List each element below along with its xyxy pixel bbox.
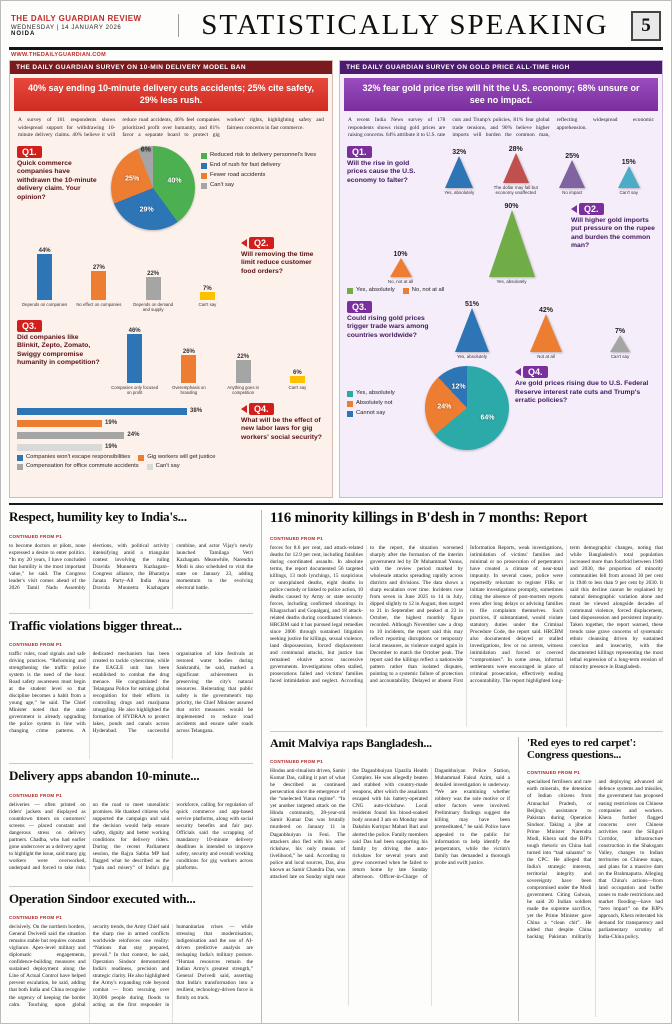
pie-value-label: 24% — [437, 403, 452, 411]
cone-category-label: Can't say — [610, 353, 630, 359]
q2-question: Will removing the time limit reduce customer food orders? — [241, 250, 314, 275]
legend-label: Gig workers will get justice — [147, 453, 216, 460]
legend-swatch — [347, 401, 353, 407]
q3-tag: Q3. — [17, 320, 42, 332]
legend-swatch — [347, 288, 353, 294]
cone-category-label: Yes, absolutely — [456, 353, 488, 359]
bar-value-label: 19% — [105, 420, 118, 427]
q3-chart-area — [437, 301, 655, 359]
legend-label: End of rush for fast delivery — [210, 161, 281, 168]
cone-value-label: 90% — [504, 202, 519, 210]
survey-gold-banner: THE DAILY GUARDIAN SURVEY ON GOLD PRICE ALL-TIME HIGH — [340, 61, 662, 74]
article-headline: 116 minority killings in B'desh in 7 months: Report — [270, 510, 588, 526]
bar — [200, 292, 215, 299]
q2-tag: Q2. — [579, 203, 604, 215]
legend-item — [201, 162, 325, 169]
bar — [181, 355, 196, 382]
q2-header — [241, 237, 325, 276]
legend-label: Compensation for office commute accidents — [26, 462, 139, 469]
survey-left-q3 — [10, 317, 332, 400]
legend-label: No, not at all — [411, 286, 445, 293]
cone-column — [347, 251, 454, 284]
masthead-left — [11, 14, 179, 37]
bar-value-label: 22% — [147, 270, 160, 277]
legend-item — [138, 454, 215, 461]
survey-right-q4 — [340, 363, 662, 454]
bar-column — [111, 320, 158, 396]
bar — [17, 444, 102, 451]
cone-value-label: 32% — [452, 149, 467, 157]
cone-shape — [390, 258, 412, 277]
bar-column — [184, 237, 231, 313]
cone-category-label: Yes, absolutely — [444, 190, 475, 196]
survey-left-q4 — [10, 400, 332, 474]
bar-category-label: Anything goes in competition — [227, 384, 260, 395]
pie-value-label: 40% — [167, 177, 182, 185]
cone-shape — [559, 160, 585, 188]
cone-column — [511, 307, 581, 359]
article-headline: Delivery apps abandon 10-minute... — [9, 768, 200, 784]
q3-header — [347, 301, 431, 340]
q4-header — [515, 366, 655, 405]
cone-value-label: 51% — [464, 300, 479, 308]
bar-category-label: Can't say — [198, 301, 217, 307]
bar — [236, 360, 251, 383]
q4-tag: Q4. — [523, 366, 548, 378]
bar — [17, 408, 187, 415]
article-body: forces for 8.6 per cent, and attack-related deaths for 12.9 per cent, including fatalities during coordinated assaults. In absolute terms, the report documented 56 targeted killings, 13 mob lynchings, 15 suspicious or unexplained deaths, eight deaths in police custody or linked to police action, 10 deaths caused by Army or state security forces, including confirmed shootings in Khagrachari and Gopalganj, and 18 attack-related deaths during coordinated violence. HRCBM said it has pursued legal remedies since 2006 through sustained litigation seeking justice for killings, sexual violence, land dispossession, forced displacement and communal attacks, but justice has remained elusive across successive governments. Investigations often stalled, prosecutions failed and victims' families faced intimidation and neglect. According to the report, the situation worsened sharply after the formation of the interim government led by Dr Muhammad Yunus, with the review period marked by wholesale attacks spreading rapidly across districts and divisions. The data shows a sharp escalation over time. Incidents rose from seven in June 2025 to 14 in July, dipped slightly to 12 in August, then surged to 21 in September and peaked at 23 in October, the highest monthly figure recorded. Although November saw a drop to 10 incidents, the report said this may reflect reporting disruptions or temporary local measures, as violence surged again in December to match the October peak. The report said the killings reflect a nationwide pattern rather than isolated disputes, pointing to a systemic failure of protection and accountability. Delayed or absent First Information Reports, weak investigations, intimidation of victims' families and minimal or no prosecution of perpetrators have created a climate of near-total impunity. In several cases, police were reportedly reluctant to register FIRs or initiate investigations promptly, sometimes citing the absence of post-mortem reports even after long delays or advising families to file complaints themselves. Such practices, if substantiated, would violate statutory duties under the Criminal Procedure Code, the report said. HRCBM also documented delayed or stalled investigations, few or no arrests, witness intimidation and forced or coerced “compromises”. In some areas, informal settlements were encouraged in place of criminal prosecution, effectively ending accountability. The report highlighted long-term demographic changes, noting that while Bangladesh's total population increased more than fourfold between 1946 and 2030, the proportion of minority communities fell from around 30 per cent in 1946 to less than 9 per cent by 2030. It said this decline cannot be explained by natural demographic variation alone and must be viewed alongside decades of communal violence, forced displacement, land dispossession and persistent impunity. Taken together, the report warned, these trends raise grave concerns of systematic ethnic cleansing driven by sustained coercion and insecurity, with the documented killings representing the most lethal expression of a long-term erosion of minority presence in Bangladesh. — [270, 544, 663, 685]
q4-question: Are gold prices rising due to U.S. Federal Reserve interest rate cuts and Trump's erratic policies? — [515, 380, 649, 405]
cone-shape — [489, 210, 535, 277]
bar-value-label: 26% — [182, 349, 195, 356]
q3-bar-chart — [107, 320, 325, 396]
continued-tag: CONTINUED FROM P1 — [270, 759, 324, 765]
bar-category-label: Can't say — [288, 384, 307, 390]
legend-label: Companies won't escape responsibilities — [26, 453, 131, 460]
cone-category-label: Not at all — [537, 353, 555, 359]
survey-gold-intro: A recent India News survey of 178 respondents shows rising gold prices are raising concerns. 64% attribute it to U.S. rate cuts and Trump's policies, 81% fear global trade tensions, and 90% believe higher imports will burden the common man, reflecting widespread economic apprehension. — [348, 117, 654, 138]
legend-swatch — [201, 173, 207, 179]
cone-shape — [530, 314, 562, 352]
legend-item — [147, 463, 180, 470]
q1-tag: Q1. — [347, 146, 372, 158]
bar-value-label: 44% — [38, 247, 51, 254]
q2-header — [571, 203, 655, 251]
legend-item — [347, 400, 419, 407]
survey-left-q2 — [10, 234, 332, 317]
bar-value-label: 24% — [127, 432, 140, 439]
survey-delivery-intro: A survey of 161 respondents shows widespread support for withdrawing 10-minute delivery claims. 40% believe it will reduce road accidents, 46% feel companies prioritized profit over humanity, and 81% favor a separate board to protect gig workers' rights, highlighting safety and fairness concerns in fast commerce. — [18, 117, 324, 138]
cone-category-label: No impact — [562, 190, 583, 196]
cone-column — [437, 301, 507, 359]
cone-value-label: 25% — [565, 153, 580, 161]
cone-column — [603, 159, 656, 195]
article-operation-sindoor — [9, 892, 253, 1024]
legend-label: Reduced risk to delivery personnel's lives — [210, 151, 317, 158]
article-red-carpet-congress — [518, 737, 663, 1022]
cone-value-label: 42% — [538, 306, 553, 314]
cone-shape — [503, 153, 529, 183]
bar-column — [274, 320, 321, 396]
continued-tag: CONTINUED FROM P1 — [527, 770, 581, 776]
article-headline: Respect, humility key to India's... — [9, 509, 187, 524]
arrow-left-icon — [515, 368, 521, 376]
pie-value-label: 29% — [139, 206, 154, 214]
q2-legend — [347, 284, 565, 294]
cone-category-label: Yes, absolutely — [496, 278, 527, 284]
paper-date: WEDNESDAY | 14 JANUARY 2026 — [11, 25, 122, 31]
legend-label: Can't say — [155, 462, 180, 469]
q2-chart-area — [347, 203, 565, 294]
articles-left-column — [9, 510, 253, 1024]
legend-swatch — [201, 153, 207, 159]
legend-item — [17, 463, 139, 470]
article-body: specialised fertilisers and rare earth minerals, the detention of Indian citizens from Arunachal Pradesh, or Beijing's assistance to Pakistan during Operation Sindoor. Taking a jibe at Prime Minister Narendra Modi, Khera said the BJP's tough rhetoric on China had turned into “taal salaams” to the CPC. He alleged that India's strategic interests, territorial integrity and sovereignty have been compromised under the Modi government. Citing Galwan, he said 20 Indian soldiers made the supreme sacrifice, yet the Prime Minister gave China a “clean chit”. He added that despite China backing Pakistan militarily and deploying advanced air defence systems and missiles, the government has proposed easing restrictions on Chinese companies and workers. Khera further flagged concerns over Chinese activities near the Siliguri Corridor, infrastructure construction in the Shaksgam Valley, changes to Indian territories on Chinese maps, and plans for a massive dam on the Brahmaputra. Alleging that China's actions—from land occupation and buffer zones to trade restrictions and market flooding—have had “zero impact” on the BJP's approach, Khera reiterated his demand for transparency and parliamentary scrutiny of India-China policy. — [527, 779, 663, 941]
pie-value-label: 25% — [125, 175, 140, 183]
bar-column — [130, 237, 177, 313]
bar-value-label: 27% — [92, 265, 105, 272]
legend-swatch — [17, 464, 23, 470]
cone-category-label: No, not at all — [387, 278, 414, 284]
legend-swatch — [201, 183, 207, 189]
continued-tag: CONTINUED FROM P1 — [9, 642, 63, 648]
legend-swatch — [17, 455, 23, 461]
pie-value-label: 6% — [140, 146, 151, 154]
website-url: WWW.THEDAILYGUARDIAN.COM — [11, 52, 106, 58]
q4-pie-chart — [425, 366, 509, 450]
cone-category-label: Can't say — [619, 190, 639, 196]
cone-shape — [445, 156, 473, 188]
article-delivery-apps — [9, 769, 253, 887]
arrow-left-icon — [241, 239, 247, 247]
q4-legend — [347, 366, 419, 417]
pie-value-label: 64% — [480, 414, 495, 422]
bar — [37, 254, 52, 300]
cone-value-label: 28% — [508, 145, 523, 153]
legend-swatch — [138, 455, 144, 461]
article-minority-killings — [270, 510, 663, 732]
legend-label: Absolutely not — [356, 400, 393, 407]
q4-hbar-chart — [17, 403, 235, 451]
bar-value-label: 7% — [203, 286, 212, 293]
masthead — [1, 1, 671, 45]
bar-category-label: Companies only focused on profit — [111, 384, 159, 395]
survey-right-q2 — [340, 200, 662, 298]
bar-row — [17, 408, 235, 415]
bar-row — [17, 444, 235, 451]
cone-value-label: 7% — [614, 327, 626, 335]
legend-label: Yes, absolutely — [356, 286, 395, 293]
bar — [91, 271, 106, 299]
continued-tag: CONTINUED FROM P1 — [9, 533, 63, 539]
survey-delivery-headline: 40% say ending 10-minute delivery cuts accidents; 25% cite safety, 29% less rush. — [14, 78, 328, 111]
cone-shape — [618, 166, 640, 188]
bar-value-label: 46% — [128, 328, 141, 335]
bar — [17, 432, 124, 439]
q3-tag: Q3. — [347, 301, 372, 313]
q4-question: What will be the effect of new labor laws for gig workers' social security? — [241, 416, 322, 441]
q4-chart-area — [17, 403, 235, 470]
legend-label: Can't say — [210, 181, 234, 188]
q3-header — [17, 320, 101, 368]
article-body: deliveries — often printed on riders' jackets and displayed as countdown timers on customers' screens — placed constant and dangerous stress on delivery partners. Chadha, who had earlier gone undercover as a delivery agent to highlight the issue, said many gig workers were overworked, underpaid and forced to take risks on the road to meet unrealistic promises. He thanked citizens who supported the campaign and said the decision would help ensure safety, dignity and better working conditions for delivery riders. During the recent Parliament session, the Rajya Sabha MP had flagged what he described as the “pain and misery” of India's gig workforce, calling for regulation of quick commerce and app-based service platforms, along with social security benefits and fair pay. Officials said the scrapping of mandatory 10-minute delivery deadlines is intended to improve safety, security and overall working conditions for gig workers across platforms. — [9, 801, 253, 871]
q2-cone-chart — [347, 203, 565, 284]
q2-question: Will higher gold imports put pressure on the rupee and burden the common man? — [571, 216, 655, 249]
q3-cone-chart — [437, 301, 655, 359]
bar-column — [21, 237, 68, 313]
survey-left-q1 — [10, 143, 332, 234]
cone-value-label: 10% — [393, 250, 408, 258]
q1-chart-area — [433, 146, 655, 196]
continued-tag: CONTINUED FROM P1 — [9, 792, 63, 798]
articles-right-column — [261, 510, 663, 1024]
bar-value-label: 6% — [293, 370, 302, 377]
bar-column — [165, 320, 212, 396]
articles-bottom-row — [270, 737, 663, 1024]
cone-column — [546, 153, 599, 195]
legend-item — [347, 410, 419, 417]
legend-label: Yes, absolutely — [356, 390, 395, 397]
cone-column — [585, 328, 655, 359]
bar-row — [17, 420, 235, 427]
q1-header — [347, 146, 427, 185]
legend-label: Cannot say — [356, 410, 386, 417]
continued-tag: CONTINUED FROM P1 — [270, 535, 324, 541]
arrow-left-icon — [241, 405, 247, 413]
q2-chart-area — [17, 237, 235, 313]
survey-section — [1, 60, 671, 498]
article-body: decisively. On the northern borders, General Dwivedi said the situation remains stable but requires constant vigilance. Apex-level military and diplomatic engagements, confidence-building measures and sustained deployment along the Line of Actual Control have helped prevent escalation, he said, adding that both India and China recognise the urgency of keeping the border calm. Touching upon global security trends, the Army Chief said the sharp rise in armed conflicts worldwide reinforces one reality: “Nations that stay prepared, prevail.” In that context, he said, Operation Sindoor demonstrated India's readiness, precision and strategic clarity. He also highlighted the Army's expanding role beyond combat — from rescuing over 30,000 people during floods to acting as the first responder in humanitarian crises — while stressing that modernisation, indigenisation and the use of AI-driven predictive analysis are reshaping India's military posture. “Human resources remain the Indian Army's greatest strength,” General Dwivedi said, asserting that India's transformation into a resilient, technology-driven force is firmly on track. — [9, 924, 253, 1008]
bar-category-label: Depends on demand and supply — [133, 301, 174, 312]
cone-column — [433, 149, 486, 195]
page-title: STATISTICALLY SPEAKING — [201, 9, 609, 41]
q1-pie-chart — [111, 146, 195, 230]
article-headline: Amit Malviya raps Bangladesh... — [270, 735, 432, 750]
article-traffic-violations — [9, 619, 253, 765]
cone-column — [490, 146, 543, 196]
article-headline: 'Red eyes to red carpet': Congress questions... — [527, 736, 637, 762]
article-headline: Traffic violations bigger threat... — [9, 617, 182, 633]
article-respect-humility — [9, 510, 253, 614]
article-body: Hindus anti-ritualism driven, Samir Kumar Das, calling it part of what he described as continued persecution since the emergence of the “unelected Yunus regime”. “In yet another targeted attack on the Hindu community, 28-year-old Samir Kumar Das was brutally murdered on January 11 in Daganbhuiyan in Feni. The attackers also fled with his auto-rickshaw, his only means of livelihood,” he said. According to police and local sources, Das, also known as Samir Chandra Das, was attacked late on Sunday night near the Daganbhuiyan Upazila Health Complex. He was allegedly beaten and stabbed with country-made weapons, after which the assailants escaped with his battery-operated CNG auto-rickshaw. Local residents found his blood-soaked body around 3 am on Monday near Dakshin Kurirpur Mahuri Bari and alerted the police. Family members said Das had been supporting his family by driving the auto-rickshaw for several years and grew concerned when he failed to return home by late Sunday afternoon. Officer-in-Charge of Daganbhuiyan Police Station, Muhammad Faisul Azim, said a detailed investigation is underway. “We are examining whether robbery was the sole motive or if other factors were involved. Preliminary findings suggest the killing may have been premeditated,” he said. Police have appealed to the public for information to help identify the perpetrators, while the victim's family has demanded a thorough probe and swift justice. — [270, 768, 510, 880]
bar — [146, 277, 161, 300]
continued-tag: CONTINUED FROM P1 — [9, 915, 63, 921]
article-body: to become doctors or pilots, none expressed a desire to enter politics. “In my 20 years, I have concluded that humility is the most important value,” he said. The Congress leader's visit comes ahead of the 2026 Tamil Nadu Assembly elections, with political activity intensifying amid a triangular contest involving the ruling Dravida Munnetra Kazhagam–Congress alliance, the Bharatiya Janata Party–All India Anna Dravida Munnetra Kazhagam combine, and actor Vijay's newly launched Tamilaga Vetri Kazhagam. Meanwhile, Narendra Modi is also scheduled to visit the state on January 23, adding momentum to the evolving electoral battle. — [9, 542, 253, 591]
bar-value-label: 38% — [190, 408, 203, 415]
q4-tag: Q4. — [249, 403, 274, 415]
articles-section — [1, 505, 671, 1024]
q1-cone-chart — [433, 146, 655, 196]
survey-right-q3 — [340, 298, 662, 363]
bar-category-label: Overemphasis on branding — [172, 384, 206, 395]
legend-swatch — [347, 391, 353, 397]
legend-item — [403, 287, 445, 294]
cone-shape — [610, 335, 630, 352]
arrow-left-icon — [571, 205, 577, 213]
page-number: 5 — [631, 11, 661, 41]
bar — [127, 334, 142, 382]
legend-item — [347, 287, 395, 294]
article-amit-malviya — [270, 737, 510, 1022]
q4-header — [241, 403, 325, 442]
paper-name: THE DAILY GUARDIAN REVIEW — [11, 14, 142, 23]
bar-value-label: 19% — [105, 444, 118, 451]
article-headline: Operation Sindoor executed with... — [9, 890, 196, 906]
paper-city: NOIDA — [11, 31, 36, 37]
legend-item — [201, 182, 325, 189]
bar-category-label: Depends on companies — [22, 301, 68, 307]
q3-chart-area — [107, 320, 325, 396]
q3-question: Could rising gold prices trigger trade wars among countries worldwide? — [347, 314, 429, 339]
q1-tag: Q1. — [17, 146, 42, 158]
legend-item — [17, 454, 130, 461]
q1-question: Will the rise in gold prices cause the U.S. economy to falter? — [347, 159, 416, 184]
legend-item — [347, 390, 419, 397]
legend-swatch — [347, 411, 353, 417]
bar-row — [17, 432, 235, 439]
legend-swatch — [201, 163, 207, 169]
legend-swatch — [147, 464, 153, 470]
q1-question: Quick commerce companies have withdrawn the 10-minute delivery claim. Your opinion? — [17, 159, 97, 201]
survey-gold-panel — [339, 60, 663, 498]
cone-value-label: 15% — [621, 159, 636, 167]
q1-header — [17, 146, 105, 202]
cone-category-label: The dollar may fall but economy unaffected — [493, 184, 538, 196]
bar-value-label: 22% — [237, 353, 250, 360]
legend-item — [201, 172, 325, 179]
survey-right-q1 — [340, 143, 662, 200]
article-body: traffic rules, road signals and safe driving practices. “Reforming and strengthening the traffic police system is the need of the hour. Road safety awareness must begin at the student level so that discipline becomes a habit from a young age,” he said. The Chief Minister noted that the state government is already upgrading the police system in line with changing crime patterns. A dedicated mechanism has been created to tackle cybercrime, while the EAGLE unit has been established to combat the drug menace. He congratulated the Telangana Police for earning global recognition for their efforts in controlling drugs and marijuana smuggling. He also highlighted the formation of HYDRAA to protect lakes, ponds and canals across Hyderabad. The successful organisation of kite festivals at restored water bodies during Sankranthi, he said, marked a significant achievement in preserving the city's natural resources. Reiterating that public safety is the government's top priority, the Chief Minister assured that strict measures would be implemented to reduce road accidents and ensure safer roads across Telangana. — [9, 651, 253, 735]
bar — [290, 376, 305, 382]
q2-tag: Q2. — [249, 237, 274, 249]
cone-shape — [455, 308, 489, 352]
q3-question: Did companies like Blinkit, Zepto, Zomato, Swiggy compromise humanity in competition? — [17, 333, 100, 367]
bar-column — [75, 237, 122, 313]
q1-legend — [201, 146, 325, 189]
bar — [17, 420, 102, 427]
survey-delivery-banner: THE DAILY GUARDIAN SURVEY ON 10-MIN DELIVERY MODEL BAN — [10, 61, 332, 74]
legend-label: Fewer road accidents — [210, 171, 266, 178]
cone-column — [458, 203, 565, 284]
bar-column — [220, 320, 267, 396]
q4-legend — [17, 451, 235, 470]
q2-bar-chart — [17, 237, 235, 313]
pie-value-label: 12% — [451, 383, 466, 391]
legend-swatch — [403, 288, 409, 294]
survey-delivery-panel — [9, 60, 333, 498]
survey-gold-headline: 32% fear gold price rise will hit the U.S. economy; 68% unsure or see no impact. — [344, 78, 658, 111]
legend-item — [201, 152, 325, 159]
bar-category-label: No effect on companies — [76, 301, 122, 307]
